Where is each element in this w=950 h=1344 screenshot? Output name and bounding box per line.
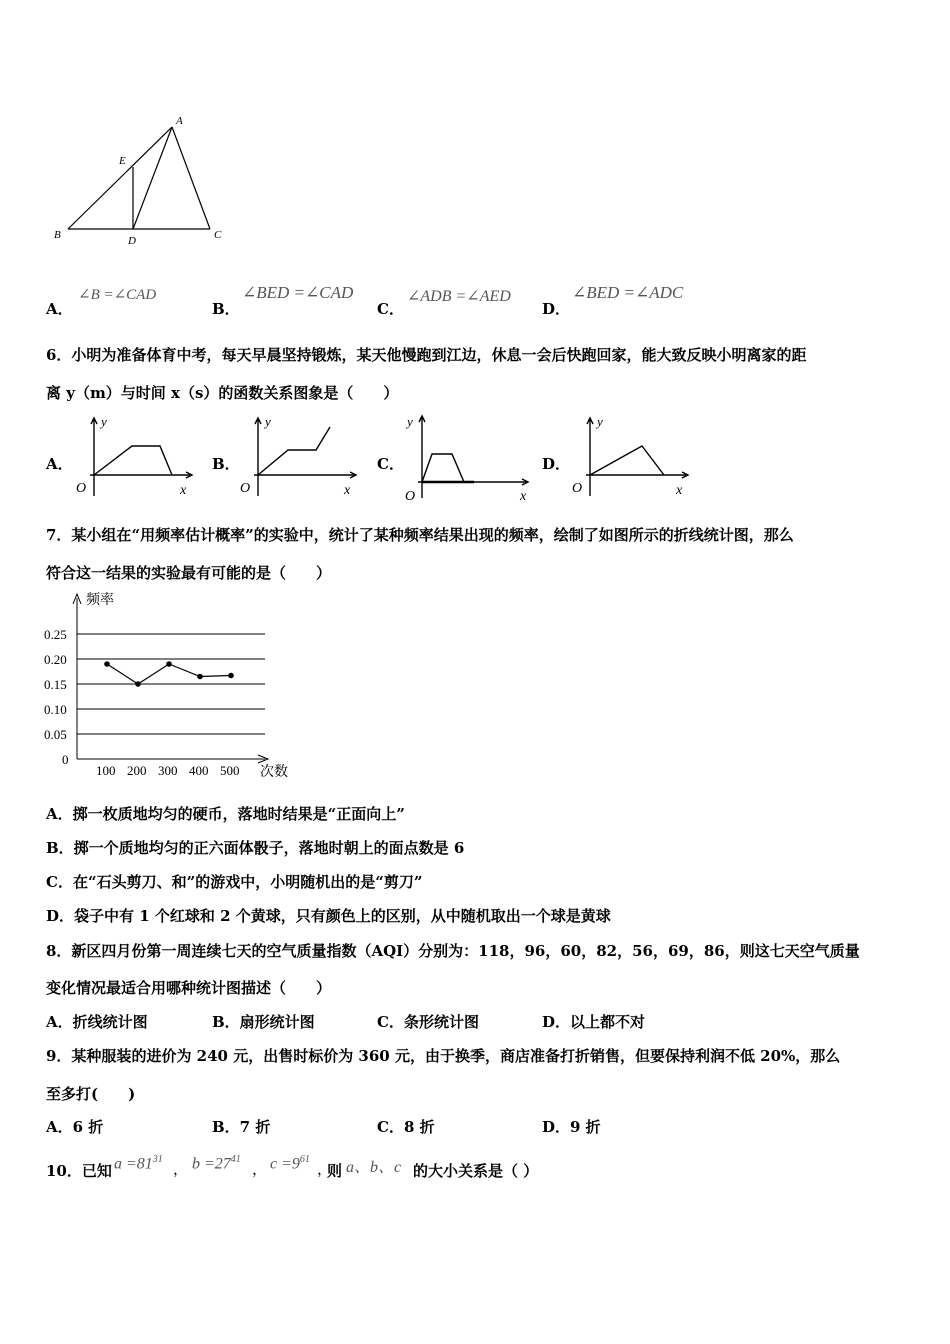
q9-stem-line1: 9．某种服装的进价为 240 元，出售时标价为 360 元，由于换季，商店准备打折销售，但要保持利润不低 20%，那么 — [46, 1047, 841, 1065]
y-axis-label: y — [101, 414, 107, 429]
q9-option-c[interactable]: C．8 折 — [377, 1118, 435, 1136]
q6-stem-line1: 6．小明为准备体育中考，每天早晨坚持锻炼，某天他慢跑到江边，休息一会后快跑回家，能大致反映小明离家的距 — [46, 346, 807, 364]
q10-c-expr — [270, 1154, 310, 1173]
q7-option-d[interactable]: D．袋子中有 1 个红球和 2 个黄球，只有颜色上的区别，从中随机取出一个球是黄球 — [46, 907, 611, 925]
y-tick-label: 0.15 — [44, 677, 67, 692]
x-axis-title: 次数 — [260, 763, 288, 779]
point-d-label: D — [128, 235, 136, 247]
q9-stem-line2: 至多打( ) — [46, 1085, 136, 1103]
q6-option-b-letter[interactable]: B． — [212, 455, 240, 473]
q10-suffix: 的大小关系是（ ） — [413, 1162, 539, 1180]
x-axis-label: x — [344, 483, 351, 498]
segment-ad — [133, 127, 172, 229]
x-tick-label: 100 — [96, 763, 116, 778]
q10-a-exp: 31 — [152, 1154, 163, 1165]
y-tick-label: 0.05 — [44, 727, 67, 742]
q5-option-c-letter[interactable]: C． — [377, 300, 404, 318]
q6-graph-b-line — [258, 427, 330, 475]
q7-stem-line2: 符合这一结果的实验最有可能的是（ ） — [46, 564, 332, 582]
data-point — [197, 674, 203, 680]
q8-option-a[interactable]: A．折线统计图 — [46, 1013, 148, 1031]
origin-label: O — [572, 481, 583, 496]
origin-label: O — [240, 481, 251, 496]
q9-option-a[interactable]: A．6 折 — [46, 1118, 104, 1136]
q7-option-c[interactable]: C．在“石头剪刀、和”的游戏中，小明随机出的是“剪刀” — [46, 873, 423, 891]
x-tick-label: 200 — [127, 763, 147, 778]
q10-b-base: b =27 — [192, 1155, 231, 1173]
y-axis-label: y — [597, 414, 603, 429]
x-tick-label: 300 — [158, 763, 178, 778]
point-a-label: A — [176, 115, 183, 127]
segment-ac — [172, 127, 210, 229]
q8-option-d[interactable]: D．以上都不对 — [542, 1013, 646, 1031]
q10-sep-1: ， — [173, 1160, 189, 1178]
data-point — [104, 661, 110, 667]
y-tick-label: 0.20 — [44, 652, 67, 667]
q6-graph-a[interactable] — [74, 410, 196, 500]
origin-label: O — [405, 489, 416, 503]
q8-option-b[interactable]: B．扇形统计图 — [212, 1013, 315, 1031]
series-line — [107, 664, 231, 684]
point-e-label: E — [119, 155, 126, 167]
q6-graph-c[interactable] — [402, 408, 532, 503]
y-axis-label: y — [265, 414, 271, 429]
q10-then: 则 — [327, 1162, 343, 1180]
q6-graph-d-line — [590, 446, 664, 475]
q10-a-expr — [114, 1154, 163, 1173]
segment-ba — [68, 127, 172, 229]
point-b-label: B — [54, 229, 61, 241]
x-tick-label: 500 — [220, 763, 240, 778]
q7-option-b[interactable]: B．掷一个质地均匀的正六面体骰子，落地时朝上的面点数是 6 — [46, 839, 465, 857]
y-tick-label: 0.25 — [44, 627, 67, 642]
y-axis-label: y — [407, 414, 413, 429]
q10-b-expr — [192, 1154, 241, 1173]
q5-option-d-math: ∠BED =∠ADC — [572, 283, 684, 302]
q6-option-d-letter[interactable]: D． — [542, 455, 571, 473]
q6-option-a-letter[interactable]: A． — [46, 455, 73, 473]
q5-option-a-letter[interactable]: A． — [46, 300, 73, 318]
q5-option-d-letter[interactable]: D． — [542, 300, 571, 318]
q10-c-base: c =9 — [270, 1155, 300, 1173]
x-axis-label: x — [180, 483, 187, 498]
q6-stem-line2: 离 y（m）与时间 x（s）的函数关系图象是（ ） — [46, 384, 399, 402]
y-tick-label: 0 — [62, 752, 69, 767]
q10-prefix: 10．已知 — [46, 1162, 112, 1180]
q5-option-a-math: ∠B =∠CAD — [78, 287, 157, 303]
x-axis-label: x — [676, 483, 683, 498]
q9-option-b[interactable]: B．7 折 — [212, 1118, 271, 1136]
x-axis-label: x — [520, 489, 527, 503]
data-point — [166, 661, 172, 667]
q5-option-c-math: ∠ADB =∠AED — [407, 288, 511, 305]
q6-graph-c-line — [422, 454, 464, 482]
triangle-figure — [40, 110, 240, 250]
data-point — [228, 673, 234, 679]
data-point — [135, 681, 141, 687]
q6-graph-b[interactable] — [238, 410, 360, 500]
q10-sep-2: ， — [252, 1160, 268, 1178]
q8-stem-line2: 变化情况最适合用哪种统计图描述（ ） — [46, 979, 332, 997]
q8-stem-line1: 8．新区四月份第一周连续七天的空气质量指数（AQI）分别为：118，96，60，82，56，69，86，则这七天空气质量 — [46, 942, 860, 960]
x-tick-label: 400 — [189, 763, 209, 778]
q5-option-b-math: ∠BED =∠CAD — [242, 283, 354, 302]
q8-option-c[interactable]: C．条形统计图 — [377, 1013, 479, 1031]
q10-b-exp: 41 — [230, 1154, 241, 1165]
q7-stem-line1: 7．某小组在“用频率估计概率”的实验中，统计了某种频率结果出现的频率，绘制了如图所示的折线统计图，那么 — [46, 526, 794, 544]
point-c-label: C — [214, 229, 222, 241]
y-axis-title: 频率 — [86, 591, 114, 607]
q10-sep-3: ， — [317, 1160, 333, 1178]
frequency-line-chart — [40, 588, 300, 784]
q10-a-base: a =81 — [114, 1155, 153, 1173]
origin-label: O — [76, 481, 87, 496]
q10-abc: a、b、c — [346, 1159, 402, 1176]
q6-option-c-letter[interactable]: C． — [377, 455, 404, 473]
q10-c-exp: 61 — [299, 1154, 310, 1165]
q5-option-b-letter[interactable]: B． — [212, 300, 240, 318]
y-tick-label: 0.10 — [44, 702, 67, 717]
q9-option-d[interactable]: D．9 折 — [542, 1118, 601, 1136]
q7-option-a[interactable]: A．掷一枚质地均匀的硬币，落地时结果是“正面向上” — [46, 805, 405, 823]
q6-graph-a-line — [94, 446, 172, 475]
q6-graph-d[interactable] — [570, 410, 692, 500]
